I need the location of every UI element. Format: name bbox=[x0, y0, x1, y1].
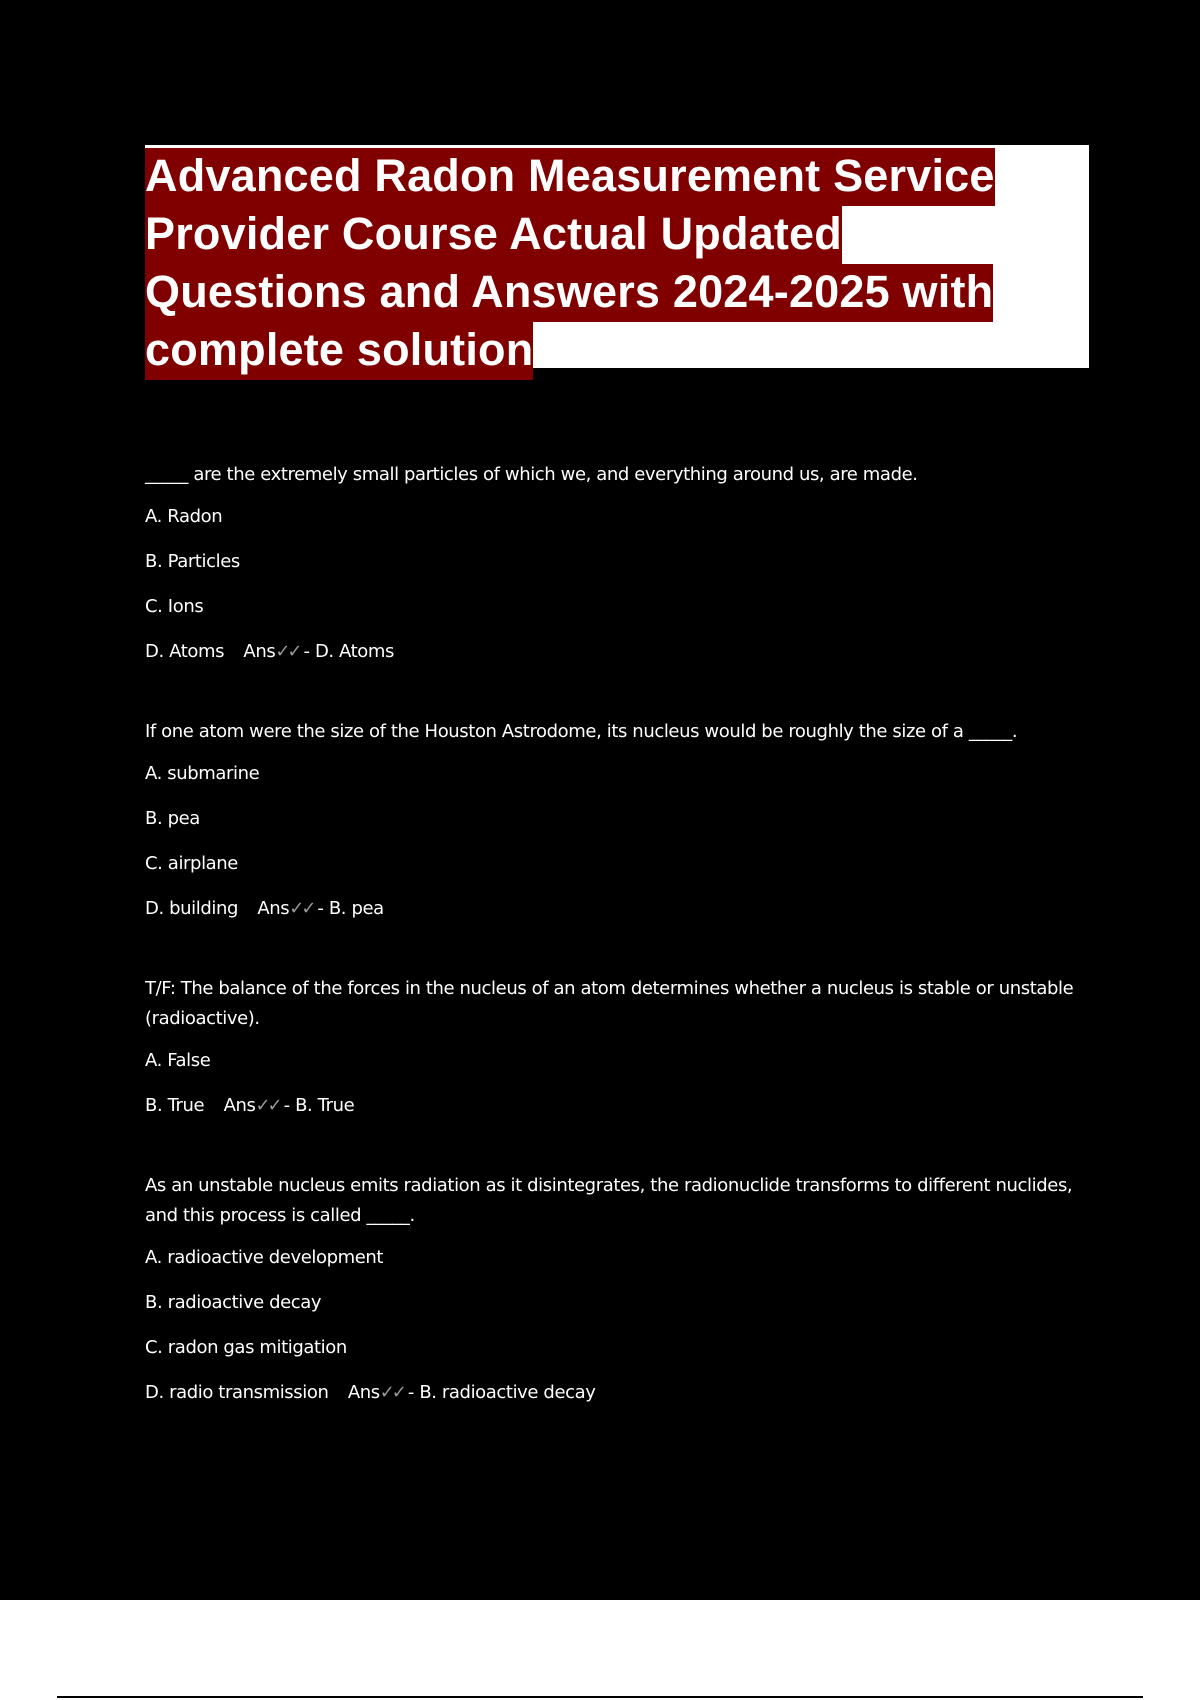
answer-label: Ans bbox=[223, 1095, 256, 1116]
question-4 bbox=[145, 1171, 1085, 1408]
questions-list bbox=[145, 460, 1085, 1423]
question-text: As an unstable nucleus emits radiation as it disintegrates, the radionuclide transforms to different nuclides, and this process is called _____. bbox=[145, 1175, 1073, 1226]
question-3 bbox=[145, 974, 1085, 1121]
question-text: T/F: The balance of the forces in the nucleus of an atom determines whether a nucleus is stable or unstable (radioactive). bbox=[145, 978, 1074, 1029]
option-a: A. Radon bbox=[145, 506, 223, 527]
option-d-with-answer bbox=[145, 637, 1085, 667]
option-d: D. Atoms bbox=[145, 641, 225, 662]
option-b: B. True bbox=[145, 1095, 205, 1116]
option-b: B. Particles bbox=[145, 551, 240, 572]
answer-label: Ans bbox=[347, 1382, 380, 1403]
document-title bbox=[145, 148, 1065, 380]
title-line-2: Provider Course Actual Updated bbox=[145, 206, 842, 264]
double-check-icon: ✓✓ bbox=[255, 1095, 280, 1116]
option-a: A. False bbox=[145, 1050, 211, 1071]
option-b-with-answer bbox=[145, 1091, 1085, 1121]
answer-value: D. Atoms bbox=[314, 641, 395, 662]
option-d-with-answer bbox=[145, 1378, 1085, 1408]
option-d-with-answer bbox=[145, 894, 1085, 924]
question-text: If one atom were the size of the Houston Astrodome, its nucleus would be roughly the size of a _____. bbox=[145, 721, 1018, 742]
title-line-4: complete solution bbox=[145, 322, 533, 380]
title-line-3: Questions and Answers 2024-2025 with bbox=[145, 264, 993, 322]
option-c: C. radon gas mitigation bbox=[145, 1337, 347, 1358]
answer-value: B. pea bbox=[328, 898, 384, 919]
option-b: B. radioactive decay bbox=[145, 1292, 322, 1313]
option-a: A. radioactive development bbox=[145, 1247, 384, 1268]
option-d: D. radio transmission bbox=[145, 1382, 329, 1403]
bottom-divider bbox=[57, 1696, 1143, 1698]
double-check-icon: ✓✓ bbox=[275, 641, 300, 662]
answer-value: B. radioactive decay bbox=[419, 1382, 596, 1403]
option-d: D. building bbox=[145, 898, 239, 919]
option-c: C. Ions bbox=[145, 596, 204, 617]
answer-label: Ans bbox=[243, 641, 276, 662]
answer-separator: - bbox=[303, 641, 310, 662]
answer-separator: - bbox=[407, 1382, 414, 1403]
answer-separator: - bbox=[283, 1095, 290, 1116]
option-c: C. airplane bbox=[145, 853, 238, 874]
answer-label: Ans bbox=[257, 898, 290, 919]
question-2 bbox=[145, 717, 1085, 924]
option-b: B. pea bbox=[145, 808, 200, 829]
answer-separator: - bbox=[317, 898, 324, 919]
double-check-icon: ✓✓ bbox=[379, 1382, 404, 1403]
question-1 bbox=[145, 460, 1085, 667]
title-line-1: Advanced Radon Measurement Service bbox=[145, 148, 995, 206]
double-check-icon: ✓✓ bbox=[289, 898, 314, 919]
answer-value: B. True bbox=[295, 1095, 355, 1116]
question-text: _____ are the extremely small particles of which we, and everything around us, are made. bbox=[145, 464, 918, 485]
option-a: A. submarine bbox=[145, 763, 260, 784]
